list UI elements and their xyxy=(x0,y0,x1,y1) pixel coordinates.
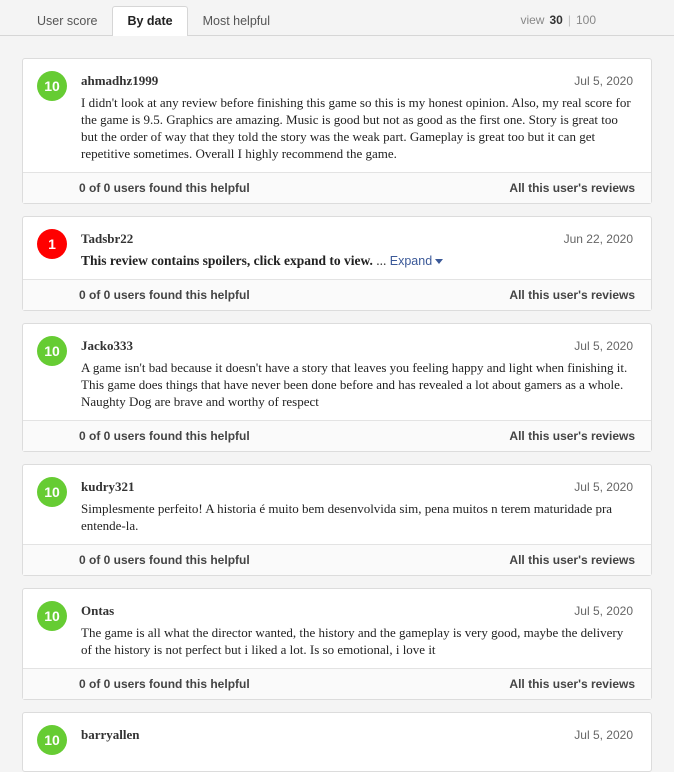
spoiler-text: This review contains spoilers, click expand to view. xyxy=(81,253,373,268)
review-header xyxy=(81,479,635,495)
review-score-badge: 10 xyxy=(37,336,67,366)
helpful-count: 0 of 0 users found this helpful xyxy=(79,677,250,691)
helpful-count: 0 of 0 users found this helpful xyxy=(79,288,250,302)
review-content xyxy=(81,73,635,162)
view-option-30[interactable]: 30 xyxy=(549,13,563,27)
all-user-reviews-link[interactable]: All this user's reviews xyxy=(509,553,635,567)
expand-button[interactable] xyxy=(390,254,443,268)
review-footer xyxy=(23,544,651,575)
review-body xyxy=(23,589,651,668)
review-card xyxy=(22,323,652,452)
review-author[interactable]: kudry321 xyxy=(81,479,135,494)
review-list xyxy=(0,36,674,772)
review-score-badge: 10 xyxy=(37,477,67,507)
review-author[interactable]: Ontas xyxy=(81,603,115,618)
review-score-badge: 10 xyxy=(37,601,67,631)
all-user-reviews-link[interactable]: All this user's reviews xyxy=(509,288,635,302)
review-header xyxy=(81,338,635,354)
review-card xyxy=(22,58,652,204)
review-card xyxy=(22,588,652,700)
view-label: view xyxy=(520,13,545,27)
chevron-down-icon xyxy=(435,259,443,264)
review-sort-tabs xyxy=(0,0,674,36)
tab-most-helpful[interactable]: Most helpful xyxy=(202,14,270,28)
review-author[interactable]: Jacko333 xyxy=(81,338,133,353)
expand-label: Expand xyxy=(389,254,433,268)
tab-by-date[interactable]: By date xyxy=(112,6,187,36)
review-body xyxy=(23,713,651,771)
review-score-badge: 10 xyxy=(37,725,67,755)
review-header xyxy=(81,727,635,743)
review-text: Simplesmente perfeito! A historia é muito bem desenvolvida sim, pena muitos n terem maturidade pra entende-la. xyxy=(81,501,613,533)
helpful-count: 0 of 0 users found this helpful xyxy=(79,181,250,195)
review-date: Jul 5, 2020 xyxy=(574,74,633,88)
review-body xyxy=(23,59,651,172)
review-content xyxy=(81,727,635,743)
all-user-reviews-link[interactable]: All this user's reviews xyxy=(509,181,635,195)
review-card xyxy=(22,464,652,576)
helpful-count: 0 of 0 users found this helpful xyxy=(79,553,250,567)
review-content xyxy=(81,231,635,269)
review-footer xyxy=(23,172,651,203)
review-date: Jul 5, 2020 xyxy=(574,604,633,618)
tab-user-score[interactable]: User score xyxy=(37,14,98,28)
review-date: Jun 22, 2020 xyxy=(563,232,633,246)
review-text: A game isn't bad because it doesn't have a story that leaves you feeling happy and light when finishing it. This game does things that have never been done before and has revealed a lot about gamers as a whole. Naughty Dog are brave and worthy of respect xyxy=(81,360,628,409)
review-content xyxy=(81,338,635,410)
review-header xyxy=(81,73,635,89)
review-header xyxy=(81,231,635,247)
review-body xyxy=(23,465,651,544)
review-header xyxy=(81,603,635,619)
review-text: The game is all what the director wanted, the history and the gameplay is very good, maybe the delivery of the history is not perfect but i liked a lot. Is so emotional, i love it xyxy=(81,625,624,657)
all-user-reviews-link[interactable]: All this user's reviews xyxy=(509,429,635,443)
view-option-100[interactable]: 100 xyxy=(575,13,596,27)
review-card xyxy=(22,216,652,311)
review-score-badge: 1 xyxy=(37,229,67,259)
helpful-count: 0 of 0 users found this helpful xyxy=(79,429,250,443)
view-count-selector xyxy=(520,13,596,27)
review-author[interactable]: ahmadhz1999 xyxy=(81,73,159,88)
review-author[interactable]: Tadsbr22 xyxy=(81,231,134,246)
all-user-reviews-link[interactable]: All this user's reviews xyxy=(509,677,635,691)
review-date: Jul 5, 2020 xyxy=(574,339,633,353)
view-separator: | xyxy=(567,13,571,27)
review-text: I didn't look at any review before finishing this game so this is my honest opinion. Also, my real score for the game is 9.5. Graphics are amazing. Music is good but not as good as the first one. Story is great too but the order of way that they told the story was the weak part. Gameplay is great too but it can get repetitive sometimes. Overall I highly recommend the game. xyxy=(81,95,631,161)
review-content xyxy=(81,479,635,534)
review-date: Jul 5, 2020 xyxy=(574,728,633,742)
spoiler-ellipsis: ... xyxy=(376,253,387,268)
review-date: Jul 5, 2020 xyxy=(574,480,633,494)
review-content xyxy=(81,603,635,658)
review-body xyxy=(23,324,651,420)
spoiler-notice xyxy=(81,253,635,269)
review-score-badge: 10 xyxy=(37,71,67,101)
review-footer xyxy=(23,279,651,310)
review-footer xyxy=(23,668,651,699)
review-body xyxy=(23,217,651,279)
review-footer xyxy=(23,420,651,451)
review-card xyxy=(22,712,652,772)
review-author[interactable]: barryallen xyxy=(81,727,140,742)
